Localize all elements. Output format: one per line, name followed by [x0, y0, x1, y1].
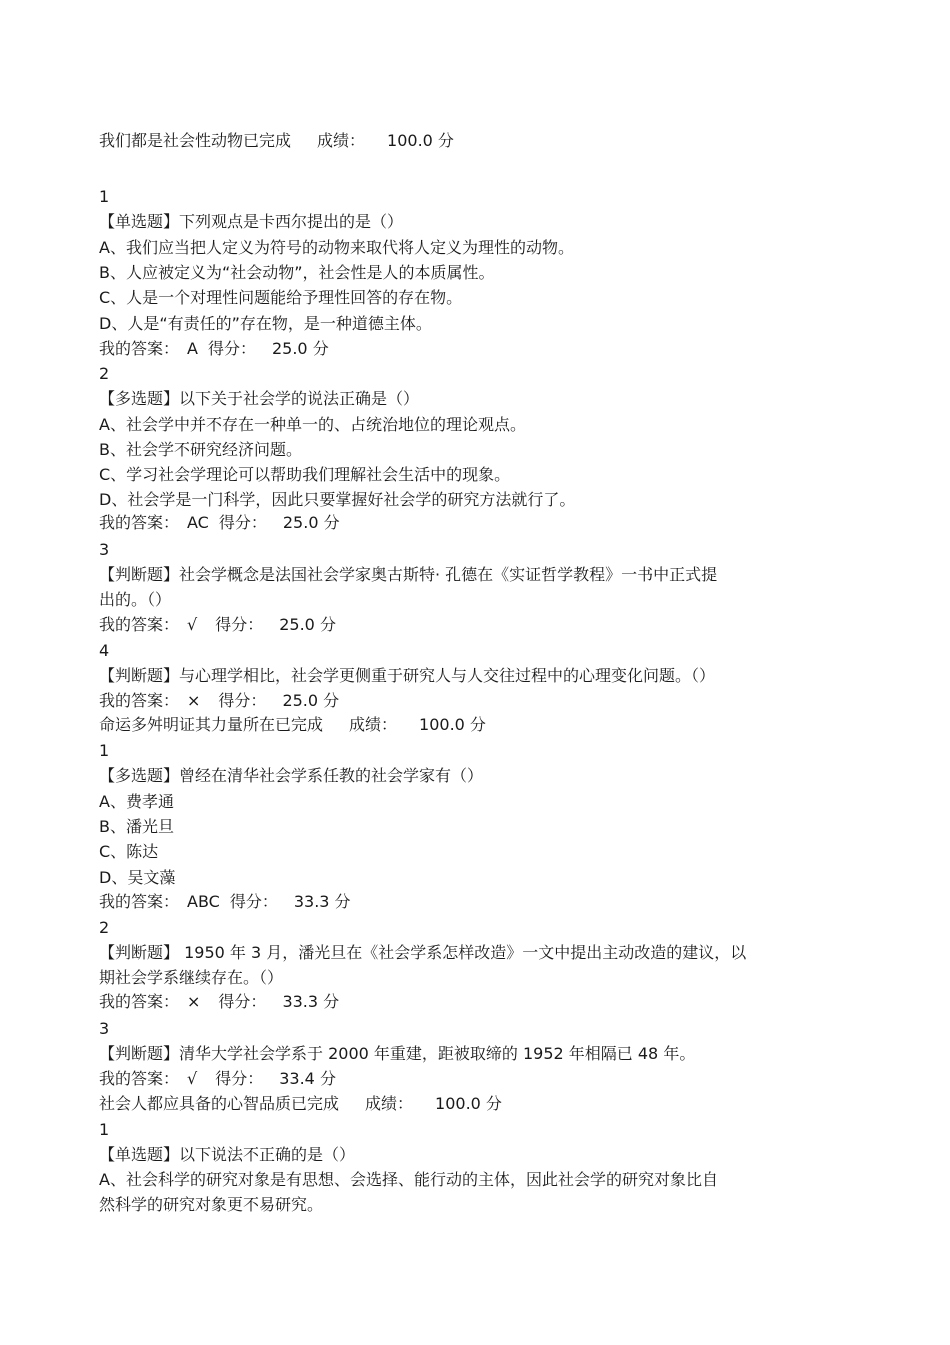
section-header: [99, 715, 486, 737]
section-header: [99, 131, 454, 153]
option-b: B、社会学不研究经济问题。: [99, 440, 302, 459]
section-score-label: 成绩：: [365, 1094, 414, 1113]
answer-label: 我的答案：: [99, 892, 180, 911]
score-value: 25.0 分: [271, 339, 329, 358]
section-score: 100.0 分: [387, 131, 454, 150]
option-a: A、我们应当把人定义为符号的动物来取代将人定义为理性的动物。: [99, 238, 574, 257]
section-title: 命运多舛明证其力量所在已完成: [99, 715, 324, 734]
question-text: 【多选题】以下关于社会学的说法正确是（）: [99, 389, 420, 408]
answer-label: 我的答案：: [99, 1069, 180, 1088]
question-text: 【单选题】下列观点是卡西尔提出的是（）: [99, 212, 404, 231]
score-label: 得分：: [218, 691, 267, 710]
option-c: C、陈达: [99, 842, 159, 861]
question-number: 2: [99, 364, 110, 383]
question-number: 4: [99, 641, 110, 660]
section-score: 100.0 分: [435, 1094, 502, 1113]
answer-value: √: [187, 1069, 198, 1088]
option-b: B、人应被定义为“社会动物”，社会性是人的本质属性。: [99, 263, 495, 282]
score-label: 得分：: [218, 513, 267, 532]
answer-label: 我的答案：: [99, 992, 180, 1011]
question-text: 【多选题】曾经在清华社会学系任教的社会学家有（）: [99, 766, 484, 785]
answer-line: [99, 513, 340, 535]
answer-line: [99, 615, 336, 637]
question-text-line2: 期社会学系继续存在。（）: [99, 968, 284, 987]
section-score-label: 成绩：: [349, 715, 398, 734]
option-c: C、人是一个对理性问题能给予理性回答的存在物。: [99, 288, 463, 307]
score-label: 得分：: [215, 1069, 264, 1088]
question-text-line1: 【判断题】 1950 年 3 月，潘光旦在《社会学系怎样改造》一文中提出主动改造的建议，以: [99, 943, 747, 962]
answer-line: [99, 992, 339, 1014]
answer-label: 我的答案：: [99, 691, 180, 710]
section-score-label: 成绩：: [317, 131, 366, 150]
option-d: D、吴文藻: [99, 868, 176, 887]
answer-line: [99, 892, 351, 914]
question-number: 1: [99, 187, 110, 206]
option-a: A、社会学中并不存在一种单一的、占统治地位的理论观点。: [99, 415, 526, 434]
option-a-line2: 然科学的研究对象更不易研究。: [99, 1195, 324, 1214]
answer-value: A: [187, 339, 198, 358]
score-label: 得分：: [229, 892, 278, 911]
option-a: A、费孝通: [99, 792, 174, 811]
answer-value: AC: [187, 513, 209, 532]
answer-label: 我的答案：: [99, 339, 180, 358]
score-value: 33.3 分: [293, 892, 351, 911]
question-number: 3: [99, 1019, 110, 1038]
question-text-line1: 【判断题】社会学概念是法国社会学家奥古斯特· 孔德在《实证哲学教程》一书中正式提: [99, 565, 718, 584]
answer-value: ×: [187, 691, 201, 710]
question-text-line2: 出的。（）: [99, 590, 172, 609]
score-value: 33.3 分: [282, 992, 340, 1011]
score-label: 得分：: [207, 339, 256, 358]
question-text: 【判断题】清华大学社会学系于 2000 年重建，距被取缔的 1952 年相隔已 48 年。: [99, 1044, 696, 1063]
answer-value: ×: [187, 992, 201, 1011]
score-value: 33.4 分: [279, 1069, 336, 1088]
answer-line: [99, 339, 329, 361]
answer-line: [99, 1069, 336, 1091]
score-value: 25.0 分: [279, 615, 336, 634]
score-value: 25.0 分: [282, 691, 340, 710]
option-c: C、学习社会学理论可以帮助我们理解社会生活中的现象。: [99, 465, 511, 484]
option-a-line1: A、社会科学的研究对象是有思想、会选择、能行动的主体，因此社会学的研究对象比自: [99, 1170, 718, 1189]
question-number: 1: [99, 741, 110, 760]
answer-label: 我的答案：: [99, 513, 180, 532]
answer-value: √: [187, 615, 198, 634]
answer-line: [99, 691, 339, 713]
score-label: 得分：: [218, 992, 267, 1011]
score-value: 25.0 分: [282, 513, 340, 532]
section-header: [99, 1094, 502, 1116]
section-title: 社会人都应具备的心智品质已完成: [99, 1094, 340, 1113]
option-d: D、社会学是一门科学，因此只要掌握好社会学的研究方法就行了。: [99, 490, 576, 509]
question-number: 2: [99, 918, 110, 937]
answer-value: ABC: [187, 892, 220, 911]
question-text: 【单选题】以下说法不正确的是（）: [99, 1145, 356, 1164]
question-number: 3: [99, 540, 110, 559]
question-text: 【判断题】与心理学相比，社会学更侧重于研究人与人交往过程中的心理变化问题。（）: [99, 666, 716, 685]
answer-label: 我的答案：: [99, 615, 180, 634]
section-score: 100.0 分: [419, 715, 486, 734]
option-d: D、人是“有责任的”存在物，是一种道德主体。: [99, 314, 432, 333]
section-title: 我们都是社会性动物已完成: [99, 131, 292, 150]
question-number: 1: [99, 1120, 110, 1139]
score-label: 得分：: [215, 615, 264, 634]
option-b: B、潘光旦: [99, 817, 174, 836]
